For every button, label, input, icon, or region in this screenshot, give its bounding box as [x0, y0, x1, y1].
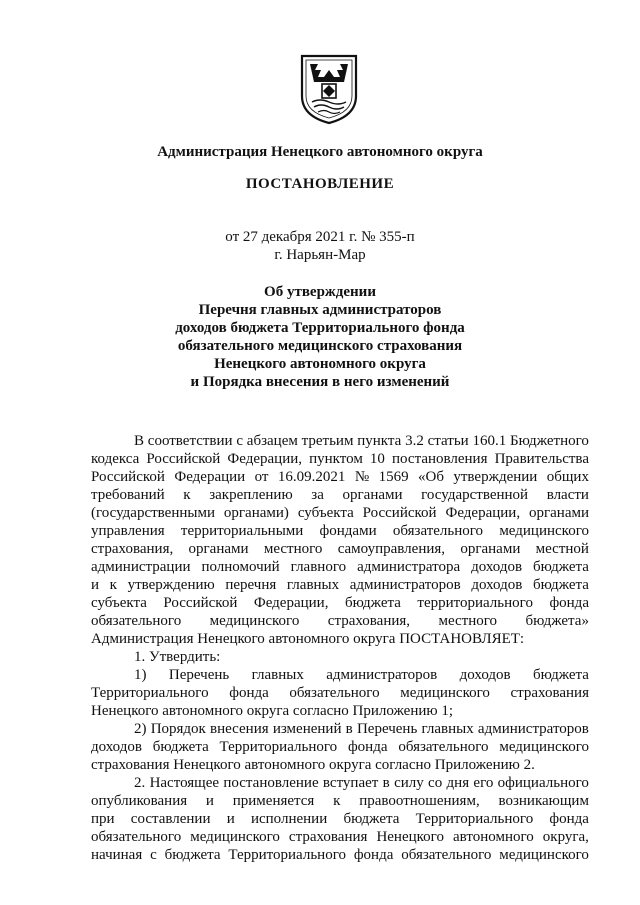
- word: Территориального: [415, 811, 534, 827]
- word: 10: [369, 451, 385, 467]
- document-city: г. Нарьян-Мар: [274, 247, 366, 263]
- word: обязательного: [398, 739, 489, 755]
- word: фонда: [229, 685, 269, 701]
- word: фонда: [347, 739, 388, 755]
- body-line: [91, 432, 589, 450]
- word: 160.1: [472, 433, 507, 449]
- word: бюджета: [344, 595, 401, 611]
- word: администраторов: [326, 667, 438, 683]
- body-line: [91, 576, 589, 594]
- word: 16.09.2021: [277, 469, 346, 485]
- word: Федерации: [174, 469, 246, 485]
- word: субъекта: [297, 505, 354, 521]
- title-line: доходов бюджета Территориального фонда: [175, 320, 465, 336]
- word: органами: [188, 541, 249, 557]
- title-line: Перечня главных администраторов: [198, 302, 442, 318]
- word: Бюджетного: [510, 433, 589, 449]
- title-line: обязательного медицинского страхования: [177, 338, 463, 354]
- word: 2): [134, 721, 147, 737]
- word: медицинского: [499, 847, 589, 863]
- word: 1): [134, 667, 147, 683]
- word: бюджета: [164, 847, 221, 863]
- word: администратора: [357, 559, 461, 575]
- word: утверждении: [453, 469, 538, 485]
- word: 3.2: [405, 433, 424, 449]
- word: медицинского: [209, 613, 300, 629]
- word: медицинского: [190, 829, 280, 845]
- body-line: [91, 792, 589, 810]
- word: применяется: [232, 793, 315, 809]
- word: Территориального: [219, 739, 338, 755]
- word: фонда: [549, 811, 589, 827]
- word: управления: [91, 523, 165, 539]
- word: медицинского: [499, 523, 589, 539]
- word: субъекта: [91, 595, 147, 611]
- word: соответствии: [147, 433, 233, 449]
- word: Территориального: [91, 685, 209, 701]
- word: к: [333, 793, 341, 809]
- word: бюджета: [533, 667, 589, 683]
- word: территориального: [417, 595, 533, 611]
- word: кодекса: [91, 451, 140, 467]
- word: администраторов: [349, 577, 461, 593]
- document-title: [0, 283, 640, 391]
- word: вступает: [322, 775, 379, 791]
- word: обязательного: [401, 847, 492, 863]
- body-line: [91, 810, 589, 828]
- word: автономного: [452, 829, 534, 845]
- word: бюджета: [343, 811, 400, 827]
- word: главных: [251, 667, 304, 683]
- word: главных: [421, 721, 474, 737]
- word: администраторов: [477, 721, 589, 737]
- word: фонда: [353, 847, 394, 863]
- word: органами: [342, 487, 403, 503]
- body-line: [91, 828, 589, 846]
- body-line: Администрация Ненецкого автономного округа ПОСТАНОВЛЯЕТ:: [91, 631, 525, 647]
- title-line: и Порядка внесения в него изменений: [190, 374, 450, 390]
- word: дня: [446, 775, 470, 791]
- word: постановления: [392, 451, 488, 467]
- word: органами): [223, 505, 289, 521]
- word: внесения: [210, 721, 269, 737]
- body-line: [91, 666, 589, 684]
- word: статьи: [427, 433, 469, 449]
- word: Перечень: [168, 667, 230, 683]
- word: Российской: [362, 505, 437, 521]
- word: Российской: [146, 451, 221, 467]
- word: за: [311, 487, 324, 503]
- title-line: Ненецкого автономного округа: [214, 356, 426, 372]
- word: составлении: [130, 811, 211, 827]
- word: Российской: [91, 469, 165, 485]
- word: Федерации,: [227, 451, 303, 467]
- word: при: [91, 811, 115, 827]
- word: абзацем: [246, 433, 298, 449]
- word: органами: [460, 541, 521, 557]
- word: утверждению: [127, 577, 215, 593]
- word: главных: [286, 577, 340, 593]
- word: местного: [263, 541, 323, 557]
- word: «Об: [417, 469, 444, 485]
- word: перечня: [225, 577, 277, 593]
- body-line: [91, 594, 589, 612]
- word: постановление: [223, 775, 319, 791]
- word: бюджета: [152, 739, 209, 755]
- word: силу: [394, 775, 424, 791]
- document-body: [91, 432, 589, 864]
- word: доходов: [471, 559, 523, 575]
- body-line: [91, 504, 589, 522]
- word: и: [205, 793, 214, 809]
- body-line: [91, 522, 589, 540]
- word: и: [91, 577, 100, 593]
- body-line: страхования Ненецкого автономного округа согласно Приложению 2.: [91, 757, 535, 773]
- body-line: [91, 486, 589, 504]
- word: доходов: [459, 667, 511, 683]
- word: №: [354, 469, 370, 485]
- word: страхования,: [327, 613, 411, 629]
- body-line: [91, 774, 589, 792]
- word: доходов: [91, 739, 142, 755]
- word: Российской: [163, 595, 238, 611]
- word: бюджета: [532, 577, 589, 593]
- word: в: [345, 721, 353, 737]
- word: страхования,: [91, 541, 174, 557]
- body-line: [91, 684, 589, 702]
- word: обязательного: [392, 523, 484, 539]
- word: самоуправления,: [337, 541, 446, 557]
- word: власти: [546, 487, 589, 503]
- word: (государственными: [91, 505, 215, 521]
- word: Федерации,: [445, 505, 521, 521]
- body-line: [91, 558, 589, 576]
- word: органами: [528, 505, 589, 521]
- word: администрации: [91, 559, 191, 575]
- document-date-number: от 27 декабря 2021 г. № 355-п: [225, 229, 415, 245]
- body-line: [91, 450, 589, 468]
- word: медицинского: [499, 739, 589, 755]
- word: местного: [438, 613, 498, 629]
- word: официального: [497, 775, 589, 791]
- word: третьим: [301, 433, 354, 449]
- word: обязательного: [289, 685, 380, 701]
- word: опубликования: [91, 793, 188, 809]
- word: бюджета»: [525, 613, 589, 629]
- word: Ненецкого: [376, 829, 444, 845]
- document-type: ПОСТАНОВЛЕНИЕ: [245, 176, 395, 192]
- word: Перечень: [356, 721, 418, 737]
- body-line: [91, 612, 589, 630]
- word: Территориального: [228, 847, 346, 863]
- word: бюджета: [533, 559, 589, 575]
- word: к: [109, 577, 117, 593]
- word: страхования: [288, 829, 368, 845]
- word: пунктом: [309, 451, 363, 467]
- word: возникающим: [498, 793, 589, 809]
- word: доходов: [471, 577, 523, 593]
- word: фондами: [319, 523, 377, 539]
- body-line: [91, 720, 589, 738]
- word: Порядок: [150, 721, 206, 737]
- word: территориальными: [180, 523, 304, 539]
- word: исполнении: [250, 811, 328, 827]
- word: его: [473, 775, 494, 791]
- word: Правительства: [494, 451, 589, 467]
- word: Федерации,: [253, 595, 329, 611]
- body-line: Ненецкого автономного округа согласно Приложению 1;: [91, 703, 454, 719]
- body-line: [91, 846, 589, 864]
- word: медицинского: [400, 685, 490, 701]
- word: начиная: [91, 847, 143, 863]
- word: в: [382, 775, 390, 791]
- word: пункта: [357, 433, 402, 449]
- word: фонда: [549, 595, 589, 611]
- coat-of-arms-icon: [298, 52, 360, 126]
- word: от: [254, 469, 269, 485]
- word: обязательного: [91, 829, 182, 845]
- word: Настоящее: [149, 775, 220, 791]
- word: страхования: [510, 685, 589, 701]
- word: 2.: [134, 775, 146, 791]
- word: закреплению: [209, 487, 293, 503]
- word: изменений: [272, 721, 342, 737]
- organization-name: Администрация Ненецкого автономного округа: [157, 144, 483, 160]
- body-line: [91, 738, 589, 756]
- body-line: [91, 468, 589, 486]
- word: округа,: [542, 829, 589, 845]
- word: государственной: [421, 487, 529, 503]
- word: 1569: [378, 469, 409, 485]
- word: с: [150, 847, 157, 863]
- word: с: [236, 433, 244, 449]
- body-line: 1. Утвердить:: [134, 649, 221, 665]
- word: общих: [546, 469, 589, 485]
- word: правоотношениям,: [359, 793, 480, 809]
- word: главного: [290, 559, 347, 575]
- word: требований: [91, 487, 165, 503]
- word: В: [134, 433, 145, 449]
- title-line: Об утверждении: [264, 284, 376, 300]
- word: местной: [535, 541, 589, 557]
- word: обязательного: [91, 613, 182, 629]
- word: полномочий: [201, 559, 280, 575]
- body-line: [91, 540, 589, 558]
- word: со: [428, 775, 443, 791]
- word: к: [183, 487, 191, 503]
- word: и: [226, 811, 235, 827]
